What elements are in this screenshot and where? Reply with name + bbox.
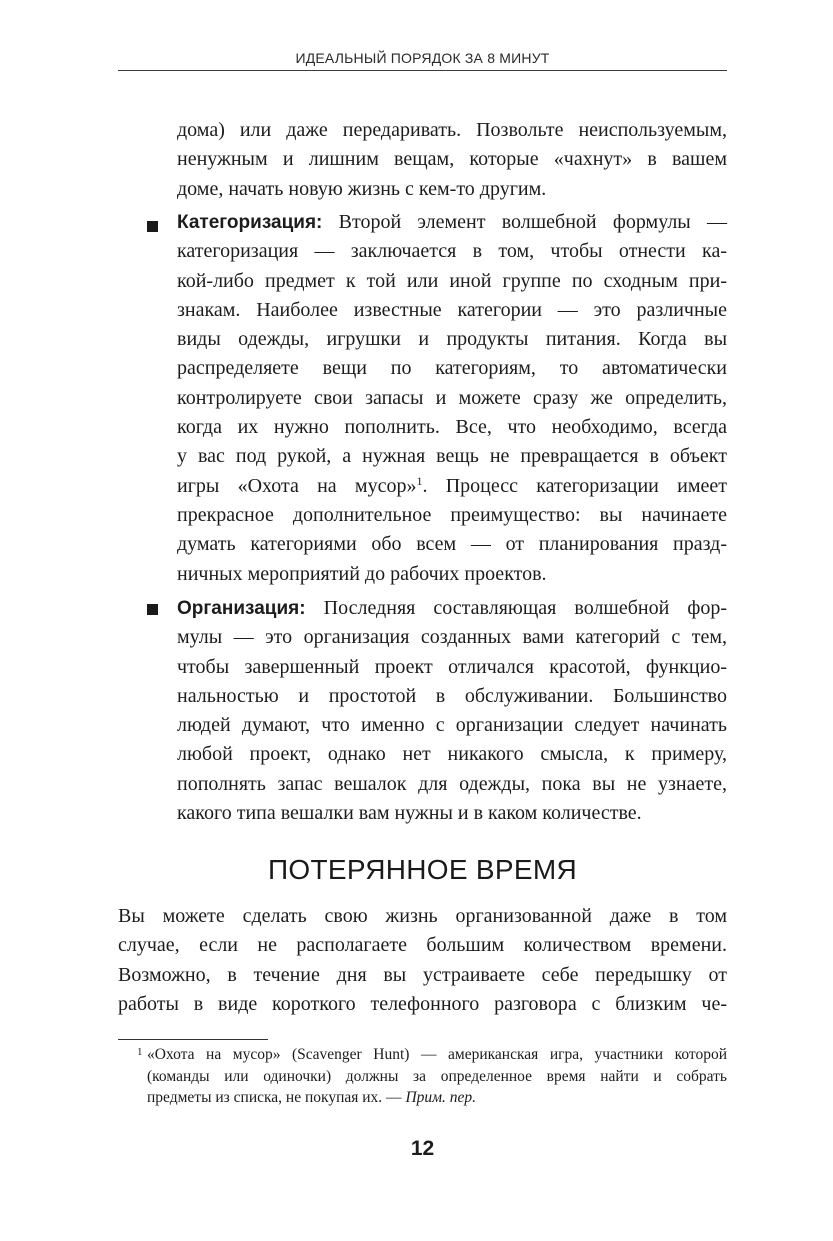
text-line: работы в виде короткого телефонного разговора с близким че-	[118, 992, 727, 1015]
bullet-term: Категоризация:	[177, 212, 323, 233]
text-line: чтобы завершенный проект отличался красотой, функцио-	[177, 655, 727, 678]
text-line: кой-либо предмет к той или иной группе по сходным при-	[177, 269, 727, 292]
section-paragraph	[118, 902, 727, 1019]
section-heading: ПОТЕРЯННОЕ ВРЕМЯ	[267, 854, 577, 885]
text-line: людей думают, что именно с организации следует начинать	[177, 714, 727, 737]
text-line: ничных мероприятий до рабочих проектов.	[177, 562, 547, 585]
text-line: категоризация — заключается в том, чтобы отнести ка-	[177, 240, 727, 263]
text-line: какого типа вешалки вам нужны и в каком количестве.	[177, 802, 642, 825]
text-line: Вы можете сделать свою жизнь организованной даже в том	[118, 905, 727, 927]
text-line: ненужным и лишним вещам, которые «чахнут» в вашем	[177, 148, 727, 171]
text-line: думать категориями обо всем — от планирования празд-	[177, 533, 727, 556]
running-title: ИДЕАЛЬНЫЙ ПОРЯДОК ЗА 8 МИНУТ	[295, 50, 550, 66]
header-rule	[118, 70, 727, 71]
text-line: Возможно, в течение дня вы устраиваете себе передышку от	[118, 963, 727, 986]
bullet-square-icon	[147, 604, 158, 615]
text-line: у вас под рукой, а нужная вещь не превращается в объект	[177, 445, 727, 468]
footnote-line: предметы из списка, не покупая их. — Прим. пер.	[147, 1089, 477, 1106]
footnote	[118, 1044, 727, 1109]
text-line: распределяете вещи по категориям, то автоматически	[177, 357, 727, 380]
text-line: доме, начать новую жизнь с кем-то другим.	[177, 177, 547, 200]
text-line: виды одежды, игрушки и продукты питания. Когда вы	[177, 328, 727, 351]
footnote-number: 1	[137, 1046, 143, 1058]
bullet-categorization: Категоризация: Второй элемент волшебной формулы — категоризация — заключается в том, чтобы отнести ка- кой-либо предмет к той или иной группе по сходным при- знакам. Наиболее известные категории — это различные виды одежды, игрушки и продукты питания. Когда вы распределяете вещи по категориям, то автоматически контролируете свои запасы и можете сразу же определить, когда их нужно пополнить. Все, что необходимо, всегда у вас под рукой, а нужная вещь не превращается в объект игры «Охота на мусор»$^1$. Процесс категоризации имеет прекрасное дополнительное преимущество: вы начинаете думать категориями обо всем — от планирования празд- ничных мероприятий до рабочих проектов.	[177, 208, 727, 589]
text-line: контролируете свои запасы и можете сразу же определить,	[177, 386, 727, 409]
footnote-line: «Охота на мусор» (Scavenger Hunt) — американская игра, участники которой	[147, 1046, 727, 1063]
text-line: пополнять запас вешалок для одежды, пока вы не узнаете,	[177, 772, 727, 795]
text-line: мулы — это организация созданных вами категорий с тем,	[177, 626, 727, 649]
text-line: любой проект, однако нет никакого смысла, к примеру,	[177, 743, 727, 766]
footnote-line: (команды или одиночки) должны за определенное время найти и собрать	[147, 1067, 727, 1085]
text-line: случае, если не располагаете большим количеством времени.	[118, 934, 727, 957]
footnote-reference[interactable]: 1	[416, 473, 423, 488]
text-line: нальностью и простотой в обслуживании. Большинство	[177, 684, 727, 707]
translator-note: Прим. пер.	[405, 1089, 477, 1106]
bullet-square-icon	[147, 221, 158, 232]
bullet-organization: Организация: Последняя составляющая волшебной фор- мулы — это организация созданных вами категорий с тем, чтобы завершенный проект отличался красотой, функцио- нальностью и простотой в обслуживании. Большинство людей думают, что именно с организации следует начинать любой проект, однако нет никакого смысла, к примеру, пополнять запас вешалок для одежды, пока вы не узнаете, какого типа вешалки вам нужны и в каком количестве.	[177, 594, 727, 828]
footnote-rule	[118, 1039, 268, 1040]
bullet-term: Организация:	[177, 598, 306, 619]
text-line: знакам. Наиболее известные категории — это различные	[177, 298, 727, 321]
text-line: когда их нужно пополнить. Все, что необходимо, всегда	[177, 416, 727, 439]
text-line: дома) или даже передаривать. Позвольте неиспользуемым,	[177, 119, 727, 141]
continuation-paragraph	[177, 116, 727, 204]
page-number: 12	[410, 1137, 435, 1160]
text-line: прекрасное дополнительное преимущество: вы начинаете	[177, 503, 727, 526]
